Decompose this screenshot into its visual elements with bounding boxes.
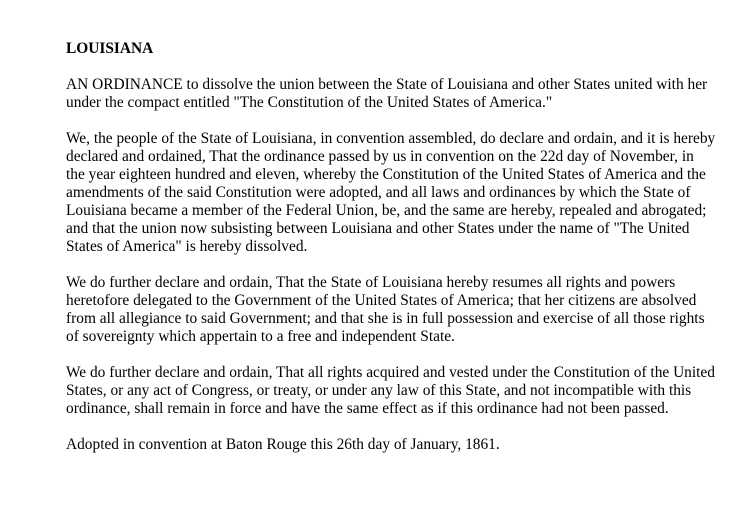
ordinance-preamble: AN ORDINANCE to dissolve the union between the State of Louisiana and other States united with her under the compact entitled "The Constitution of the United States of America."	[66, 76, 708, 111]
paragraph-resume-rights: We do further declare and ordain, That the State of Louisiana hereby resumes all rights and powers heretofore delegated to the Government of the United States of America; that her citizens are absolved from all allegiance to said Government; and that she is in full possession and exercise of all those rights of sovereignty which appertain to a free and independent State.	[66, 274, 705, 345]
paragraph-vested-rights: We do further declare and ordain, That all rights acquired and vested under the Constitution of the United States, or any act of Congress, or treaty, or under any law of this State, and not incompatible with this ordinance, shall remain in force and have the same effect as if this ordinance had not been passed.	[66, 364, 715, 417]
document-title: LOUISIANA	[66, 40, 154, 57]
paragraph-repeal: We, the people of the State of Louisiana, in convention assembled, do declare and ordain, and it is hereby declared and ordained, That the ordinance passed by us in convention on the 22d day of November, in the year eighteen hundred and eleven, whereby the Constitution of the United States of America and the amendments of the said Constitution were adopted, and all laws and ordinances by which the State of Louisiana became a member of the Federal Union, be, and the same are hereby, repealed and abrogated; and that the union now subsisting between Louisiana and other States under the name of "The United States of America" is hereby dissolved.	[66, 130, 716, 255]
adoption-statement: Adopted in convention at Baton Rouge this 26th day of January, 1861.	[66, 436, 500, 453]
document-body	[66, 40, 716, 472]
